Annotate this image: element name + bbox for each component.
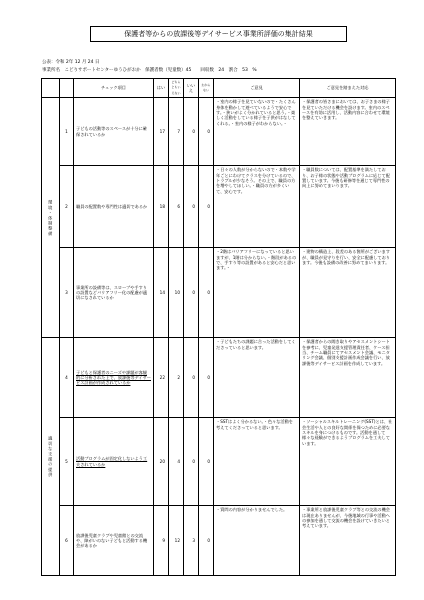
count-neither: 4 (169, 418, 184, 506)
row-number: 6 (60, 506, 74, 576)
header-yes: はい (154, 79, 169, 98)
header-unknown: わからない (199, 79, 214, 98)
count-yes: 20 (154, 418, 169, 506)
count-neither: 6 (169, 166, 184, 248)
row-response: ・保護者の皆さまにおいては、お子さまの様子を見ていただける機会を設けます。室内のスペースを有効に活用し、活動内容に合わせて環境を整えていきます。 (300, 98, 396, 166)
header-neither: どちらともいえない (169, 79, 184, 98)
table-row (42, 338, 396, 418)
row-question: 職員の配置数や専門性は適切であるか (74, 166, 154, 248)
row-opinion: ・室内の様子を見ていないので・たくさん身体を動かして遊べているようで安心です。・狭いがよく分かれていると思う。・楽しく活動をしている様子を子供がはなしてくれる。・室内の様子がわからない。・ (214, 98, 300, 166)
count-yes: 22 (154, 338, 169, 418)
row-response: ・建物の構造上、段差のある箇所がございますが、職員が見守りを行い、安全に配慮しております。今後も設備の改善に努めてまいります。 (300, 248, 396, 338)
row-question: 放課後児童クラブや児童館との交流や、障がいのない子どもと活動する機会があるか (74, 506, 154, 576)
count-no: 0 (184, 98, 199, 166)
row-question: 活動プログラムが固定化しないよう工夫されているか (74, 418, 154, 506)
row-question: 事業所の設備等は、スロープや手すりの設置などバリアフリー化の配慮が適切になされているか (74, 248, 154, 338)
row-opinion: ・質問の内容が分かりませんでした。 (214, 506, 300, 576)
count-unknown: 0 (199, 166, 214, 248)
document-title: 保護者等からの放課後等デイサービス事業所評価の集計結果 (90, 26, 347, 42)
count-no: 3 (184, 506, 199, 576)
count-yes: 14 (154, 248, 169, 338)
category-support: 適切な支援の提供 (42, 338, 60, 576)
count-neither: 2 (169, 338, 184, 418)
table-row (42, 166, 396, 248)
row-number: 4 (60, 338, 74, 418)
row-response: ・保護者からの聞き取りやアセスメントシートを参考に、児童発達支援管理責任者、ケース担当、チーム職員にてアセスメント会議、モニタリング会議、個別支援計画作成会議を行い、放課後等デイサービス計画を作成しています。 (300, 338, 396, 418)
count-neither: 10 (169, 248, 184, 338)
facility-info: 事業所名 こどりサポートセンターゆうひがおか 保護者数（児童数）45 回収数 24 割合 53 % (42, 68, 257, 73)
row-number: 2 (60, 166, 74, 248)
count-unknown: 0 (199, 98, 214, 166)
count-no: 0 (184, 248, 199, 338)
row-number: 1 (60, 98, 74, 166)
count-unknown: 0 (199, 338, 214, 418)
header-item: チェック項目 (74, 79, 154, 98)
row-number: 5 (60, 418, 74, 506)
count-neither: 12 (169, 506, 184, 576)
table-row (42, 98, 396, 166)
table-row (42, 418, 396, 506)
table-row (42, 506, 396, 576)
count-neither: 7 (169, 98, 184, 166)
row-opinion: ・子どもたちの課題に合った活動をしてくださっていると思います。 (214, 338, 300, 418)
row-opinion: ・SSTはよく分かるない。・色々な活動を考えてくださっていると思います。 (214, 418, 300, 506)
count-unknown: 0 (199, 418, 214, 506)
count-yes: 9 (154, 506, 169, 576)
row-opinion: ・日々の人数が分からないので・本数や学年ごとにわけてクラスを分けているので、トラブルが少なそう。その上で、職員の方を増やしてほしい。・職員の方が多くいて、安心です。 (214, 166, 300, 248)
table-row (42, 248, 396, 338)
count-no: 0 (184, 418, 199, 506)
count-yes: 18 (154, 166, 169, 248)
header-no: いいえ (184, 79, 199, 98)
header-row (42, 79, 396, 98)
header-response: ご意見を踏まえた対応 (300, 79, 396, 98)
publish-date: 公表：令和 2年 12 月 24 日 (42, 60, 100, 65)
row-response: ・職員数については、配置基準を満たしており、お子様の状態や活動プログラムに応じて配置しています。今後も研修等を通じて専門性の向上に努めてまいります。 (300, 166, 396, 248)
count-unknown: 0 (199, 506, 214, 576)
header-opinion: ご意見 (214, 79, 300, 98)
row-response: ・ソーシャルスキルトレーニング(SST)とは、社会生活や人との良好な関係を保つために必要なスキルを身につけるものです。活動を通して様々な経験ができるようプログラムを工夫しています。 (300, 418, 396, 506)
header-blank (42, 79, 60, 98)
count-yes: 17 (154, 98, 169, 166)
evaluation-table (41, 78, 396, 576)
category-env: 環境・体制整備 (42, 98, 60, 338)
header-number (60, 79, 74, 98)
row-question: 子どもと保護者のニーズや課題が客観的に分析された上で、放課後等デイサービス計画が作成されているか (74, 338, 154, 418)
row-opinion: ・2階はバリアフリーになっていると思いますが、1階は分からない。・階段があるので、手すり等の設置があると安心だと思います。・ (214, 248, 300, 338)
count-unknown: 0 (199, 248, 214, 338)
row-response: ・事業所と放課後児童クラブ等との交流の機会は現在ありませんが、今後地域の行事や活動への参加を通して交流の機会を設けていきたいと考えています。 (300, 506, 396, 576)
count-no: 0 (184, 166, 199, 248)
count-no: 0 (184, 338, 199, 418)
row-question: 子どもの活動等のスペースが十分に確保されているか (74, 98, 154, 166)
row-number: 3 (60, 248, 74, 338)
